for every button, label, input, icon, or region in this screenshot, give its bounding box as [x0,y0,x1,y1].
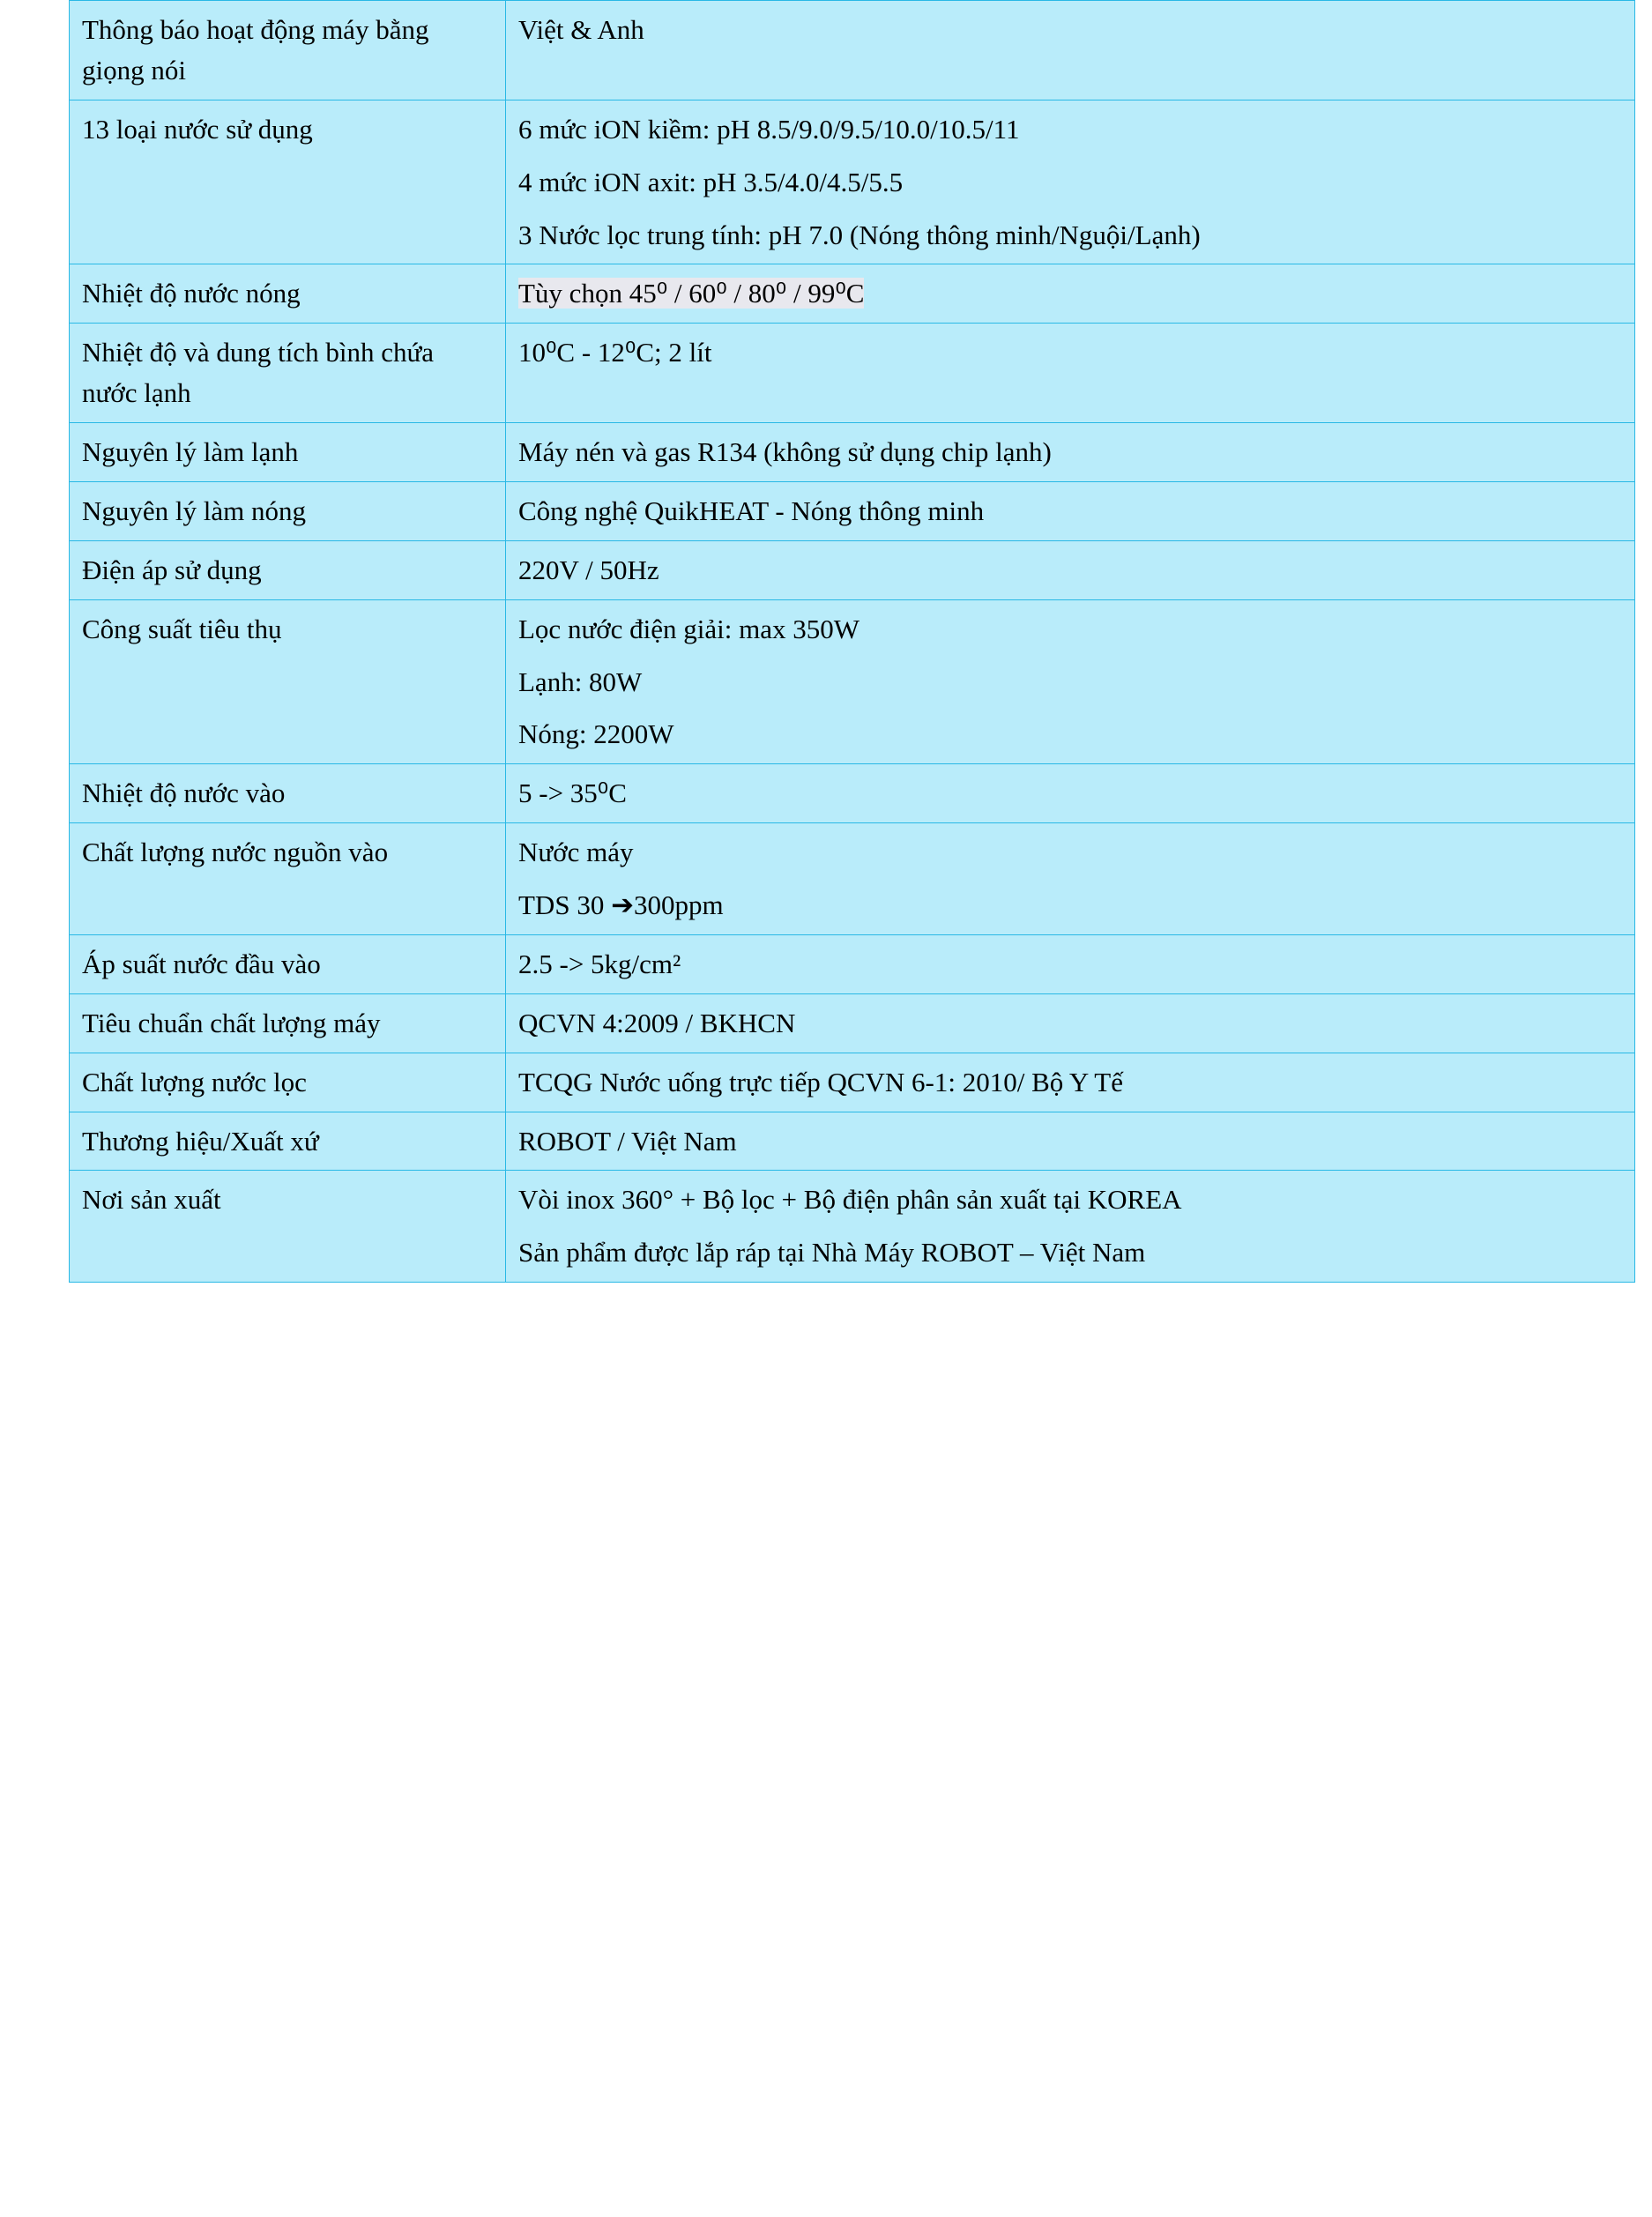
value-line: 6 mức iON kiềm: pH 8.5/9.0/9.5/10.0/10.5/11 [518,113,1020,145]
row-label: Chất lượng nước lọc [70,1053,506,1112]
table-row [70,823,1635,935]
value-line: TCQG Nước uống trực tiếp QCVN 6-1: 2010/ Bộ Y Tế [518,1066,1123,1097]
row-label: Nhiệt độ và dung tích bình chứa nước lạnh [70,324,506,423]
row-value [506,934,1635,993]
row-label: Điện áp sử dụng [70,540,506,599]
value-line: 220V / 50Hz [518,554,659,585]
row-label: Áp suất nước đầu vào [70,934,506,993]
row-value [506,481,1635,540]
value-line: Nóng: 2200W [518,718,674,750]
value-line: 2.5 -> 5kg/cm² [518,948,681,979]
value-line: Công nghệ QuikHEAT - Nóng thông minh [518,495,985,526]
value-line: QCVN 4:2009 / BKHCN [518,1007,796,1038]
table-row [70,1053,1635,1112]
value-line: ROBOT / Việt Nam [518,1125,737,1157]
row-value [506,423,1635,482]
value-line: 10⁰C - 12⁰C; 2 lít [518,337,712,368]
row-label: Công suất tiêu thụ [70,599,506,764]
row-value [506,540,1635,599]
row-label: 13 loại nước sử dụng [70,100,506,264]
row-label: Nhiệt độ nước vào [70,764,506,823]
table-row [70,100,1635,264]
row-value [506,764,1635,823]
row-value [506,100,1635,264]
row-value [506,993,1635,1053]
value-line: Sản phẩm được lắp ráp tại Nhà Máy ROBOT – Việt Nam [518,1237,1146,1268]
row-value [506,599,1635,764]
value-line: Vòi inox 360° + Bộ lọc + Bộ điện phân sản xuất tại KOREA [518,1184,1182,1216]
row-value [506,1171,1635,1283]
value-line: Lọc nước điện giải: max 350W [518,613,860,644]
table-row [70,764,1635,823]
table-row [70,1171,1635,1283]
value-line: Lạnh: 80W [518,666,643,697]
row-label: Chất lượng nước nguồn vào [70,823,506,935]
row-value [506,264,1635,324]
row-label: Thông báo hoạt động máy bằng giọng nói [70,1,506,100]
value-line: Nước máy [518,837,634,868]
value-line: Máy nén và gas R134 (không sử dụng chip lạnh) [518,436,1052,467]
row-label: Nguyên lý làm nóng [70,481,506,540]
table-row [70,423,1635,482]
table-row [70,540,1635,599]
table-row [70,1,1635,100]
value-line: 3 Nước lọc trung tính: pH 7.0 (Nóng thông minh/Nguội/Lạnh) [518,219,1201,250]
row-label: Nơi sản xuất [70,1171,506,1283]
value-line: Tùy chọn 45⁰ / 60⁰ / 80⁰ / 99⁰C [518,278,865,309]
table-row [70,599,1635,764]
row-value [506,324,1635,423]
row-value [506,1,1635,100]
row-label: Nhiệt độ nước nóng [70,264,506,324]
table-row [70,324,1635,423]
row-value [506,1112,1635,1171]
row-label: Tiêu chuẩn chất lượng máy [70,993,506,1053]
row-label: Nguyên lý làm lạnh [70,423,506,482]
value-line: Việt & Anh [518,14,644,45]
table-row [70,264,1635,324]
row-value [506,823,1635,935]
value-line: 4 mức iON axit: pH 3.5/4.0/4.5/5.5 [518,166,904,197]
value-line: TDS 30 ➔300ppm [518,889,724,920]
row-label: Thương hiệu/Xuất xứ [70,1112,506,1171]
specifications-table [69,0,1635,1283]
row-value [506,1053,1635,1112]
table-row [70,934,1635,993]
table-row [70,1112,1635,1171]
table-row [70,993,1635,1053]
table-row [70,481,1635,540]
value-line: 5 -> 35⁰C [518,777,627,809]
